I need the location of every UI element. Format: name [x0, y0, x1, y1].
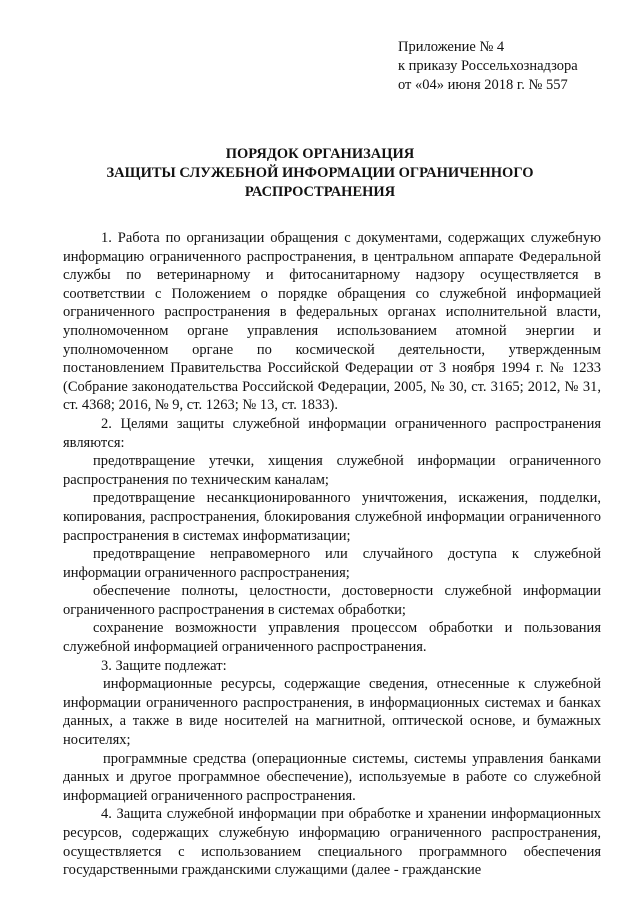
title-line-3: РАСПРОСТРАНЕНИЯ	[244, 184, 396, 200]
list-item-goal-1: предотвращение утечки, хищения служебной информации ограниченного распространения по техническим каналам;	[63, 453, 601, 488]
title-line-1: ПОРЯДОК ОРГАНИЗАЦИЯ	[225, 146, 415, 162]
appendix-order-ref: к приказу Россельхознадзора	[398, 58, 578, 74]
list-item-goal-3: предотвращение неправомерного или случайного доступа к служебной информации ограниченного распространения;	[63, 546, 601, 581]
paragraph-1: 1. Работа по организации обращения с документами, содержащих служебную информацию ограниченного распространения, в центральном аппарате Федеральной службы по ветеринарному и фитосанитарному надзору осуществляется в соответствии с Положением о порядке обращения со служебной информацией ограниченного распространения в федеральных органах исполнительной власти, уполномоченном органе управления использованием атомной энергии и уполномоченном органе по космической деятельности, утвержденным постановлением Правительства Российской Федерации от 3 ноября 1994 г. № 1233 (Собрание законодательства Российской Федерации, 2005, № 30, ст. 3165; 2012, № 31, ст. 4368; 2016, № 9, ст. 1263; № 13, ст. 1833).	[63, 230, 601, 414]
list-item-protected-2: программные средства (операционные системы, системы управления банками данных и другое программное обеспечение), используемые в работе со служебной информацией ограниченного распространения.	[63, 750, 601, 804]
appendix-header	[398, 38, 578, 95]
list-item-goal-4: обеспечение полноты, целостности, достоверности служебной информации ограниченного распространения в системах обработки;	[63, 583, 601, 618]
appendix-number: Приложение № 4	[398, 39, 505, 55]
paragraph-3: 3. Защите подлежат:	[101, 657, 227, 674]
list-item-goal-2: предотвращение несанкционированного уничтожения, искажения, подделки, копирования, распространения, блокирования служебной информации ограниченного распространения в системах информатизации;	[63, 490, 601, 544]
list-item-protected-1: информационные ресурсы, содержащие сведения, отнесенные к служебной информации ограниченного распространения, в информационных системах и банках данных, а также в виде носителей на магнитной, оптической основе, и бумажных носителях;	[63, 676, 601, 749]
document-title	[40, 145, 600, 202]
appendix-order-date: от «04» июня 2018 г. № 557	[398, 77, 568, 93]
paragraph-4: 4. Защита служебной информации при обработке и хранении информационных ресурсов, содержащих служебную информацию ограниченного распространения, осуществляется с использованием специального программного обеспечения государственными гражданскими служащими (далее - гражданские	[63, 806, 601, 879]
list-item-goal-5: сохранение возможности управления процессом обработки и пользования служебной информацией ограниченного распространения.	[63, 620, 601, 656]
title-line-2: ЗАЩИТЫ СЛУЖЕБНОЙ ИНФОРМАЦИИ ОГРАНИЧЕННОГО	[106, 165, 534, 181]
document-body	[63, 229, 601, 880]
paragraph-2: 2. Целями защиты служебной информации ограниченного распространения являются:	[63, 415, 601, 451]
